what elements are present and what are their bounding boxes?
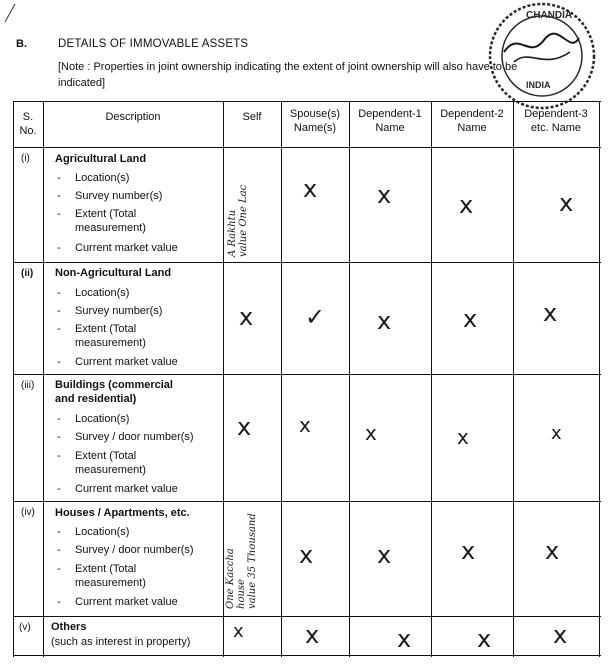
mark-dependent-2: x [461,537,476,565]
mark-dependent-3: x [559,189,574,217]
row-item: Extent (Total [75,563,137,575]
mark-dependent-2: x [457,425,469,449]
mark-dependent-2: x [459,191,474,219]
header-dependent-3: Dependent-3 etc. Name [524,108,588,134]
mark-dependent-1: x [377,307,392,335]
row-item: Survey number(s) [75,305,163,317]
header-spouse: Spouse(s) Name(s) [289,108,341,134]
row-title: Non-Agricultural Land [55,267,172,279]
row-item: Extent (Total [75,208,137,220]
row-item: measurement) [75,337,146,349]
mark-dependent-2: x [477,625,492,653]
row-item: Location(s) [75,172,130,184]
row-item: Survey / door number(s) [75,544,194,556]
mark-self: x [237,413,252,441]
section-title: DETAILS OF IMMOVABLE ASSETS [58,38,249,50]
mark-spouse: x [299,413,311,437]
mark-spouse: x [303,175,318,203]
row-sno: (v) [19,622,31,633]
row-item: measurement) [75,222,146,234]
row-item: Location(s) [75,287,130,299]
mark-dependent-2: x [463,305,478,333]
mark-dependent-1: x [397,625,412,653]
section-letter: B. [16,38,27,50]
row-item: Current market value [75,356,178,368]
header-dependent-1: Dependent-1 Name [358,108,422,134]
row-item: measurement) [75,577,146,589]
row-item: Location(s) [75,526,130,538]
mark-self: x [233,621,244,642]
row-item: Extent (Total [75,323,137,335]
header-self: Self [242,111,262,123]
row-title: Houses / Apartments, etc. [55,507,190,519]
row-title: Others [51,621,87,633]
header-description: Description [105,111,161,123]
row-title-line-2: and residential) [55,393,137,405]
row-item: Location(s) [75,413,130,425]
row-item: Current market value [75,242,178,254]
row-item: measurement) [75,464,146,476]
corner-pen-mark [2,2,22,24]
mark-dependent-3: x [553,621,568,649]
mark-self: x [239,303,254,331]
mark-dependent-3: x [543,299,558,327]
mark-spouse: x [305,621,320,649]
handwritten-note-self: One Kaccha house value 35 Thousand [225,513,258,609]
mark-dependent-1: x [377,541,392,569]
mark-dependent-1: x [377,181,392,209]
row-item: Current market value [75,596,178,608]
handwritten-note-self: A Rakhtu value One Lac [227,184,249,257]
row-sno: (iv) [21,507,35,518]
note-line-1: [Note : Properties in joint ownership indicating the extent of joint ownership will also have to be [58,61,518,73]
row-title: Agricultural Land [55,153,147,165]
note-line-2: indicated] [58,77,106,89]
row-item: Extent (Total [75,450,137,462]
immovable-assets-table: S. No. Description Self Spouse(s) Name(s) Dependent-1 Name Dependent-2 Name Dependent-3 etc. Name (i) Agricultural Land - Location(s) - Survey number(s) - Extent (Total measurement) - Current market value A Rakhtu value One Lac x x x x (ii) Non-Agricultural Land - Location(s) - Survey number(s) - Extent (Total measurement) - Current market value x ✓ x x x (iii) Buildings (commercial and residential) - Location(s) - Survey / door number(s) - Extent (Total measurement) - Current market value x x x x x (iv) Houses / Apartments, etc. - Location(s) - Survey / door number(s) - Extent (Total measurement) - Current market value One Kaccha house value 35 Thousand x x x x (v) Others (such as interest in property) x x x x x [13,101,601,657]
header-sno: S. No. [19,111,37,137]
row-subtitle: (such as interest in property) [51,636,191,648]
row-item: Current market value [75,483,178,495]
mark-dependent-3: x [551,423,562,444]
row-item: Survey / door number(s) [75,431,194,443]
row-sno: (iii) [21,380,35,391]
mark-dependent-3: x [545,537,560,565]
row-sno: (i) [21,153,30,164]
mark-spouse: ✓ [305,303,326,331]
seal-top-text: CHANDIA [526,10,573,21]
row-sno: (ii) [21,268,34,279]
row-item: Survey number(s) [75,190,163,202]
row-title-line-1: Buildings (commercial [55,379,173,391]
mark-spouse: x [299,541,314,569]
mark-dependent-1: x [365,421,377,445]
header-dependent-2: Dependent-2 Name [440,108,504,134]
seal-bottom-text: INDIA [526,80,551,90]
